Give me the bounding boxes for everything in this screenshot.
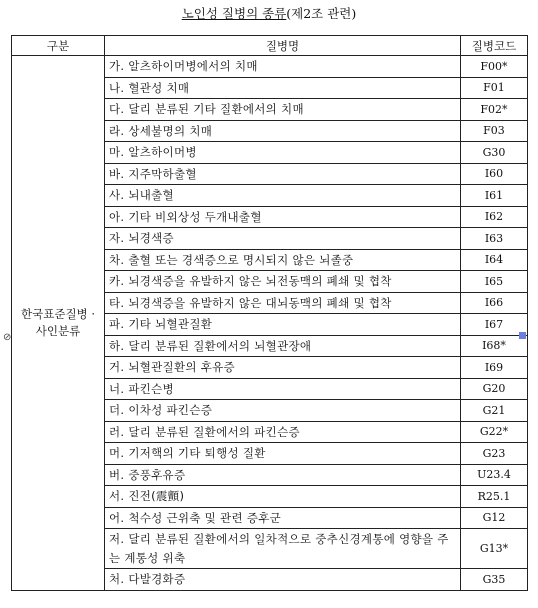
header-disease: 질병명 — [105, 36, 461, 56]
disease-name: 자. 뇌경색증 — [105, 228, 461, 250]
disease-code: G13* — [461, 529, 528, 569]
page-title — [0, 4, 538, 22]
disease-code: I63 — [461, 228, 528, 250]
disease-code: U23.4 — [461, 464, 528, 486]
disease-code: I69 — [461, 357, 528, 379]
disease-name: 처. 다발경화증 — [105, 569, 461, 591]
category-cell — [12, 56, 105, 591]
disease-name: 나. 혈관성 치매 — [105, 77, 461, 99]
disease-name: 파. 기타 뇌혈관질환 — [105, 314, 461, 336]
disease-name: 다. 달리 분류된 기타 질환에서의 치매 — [105, 99, 461, 121]
disease-name: 저. 달리 분류된 질환에서의 일차적으로 중추신경계통에 영향을 주는 계통성 위축 — [105, 529, 461, 569]
edit-marker-icon[interactable] — [519, 332, 526, 339]
anchor-icon: ⊘ — [3, 332, 12, 343]
table-header-row — [12, 36, 528, 56]
disease-code: I61 — [461, 185, 528, 207]
disease-code: I62 — [461, 206, 528, 228]
disease-name: 러. 달리 분류된 질환에서의 파킨슨증 — [105, 421, 461, 443]
disease-name: 타. 뇌경색증을 유발하지 않은 대뇌동맥의 폐쇄 및 협착 — [105, 292, 461, 314]
disease-name: 어. 척수성 근위축 및 관련 증후군 — [105, 507, 461, 529]
disease-name: 너. 파킨슨병 — [105, 378, 461, 400]
disease-name: 거. 뇌혈관질환의 후유증 — [105, 357, 461, 379]
disease-code: G21 — [461, 400, 528, 422]
disease-name: 아. 기타 비외상성 두개내출혈 — [105, 206, 461, 228]
disease-code: I66 — [461, 292, 528, 314]
disease-name: 차. 출혈 또는 경색증으로 명시되지 않은 뇌졸중 — [105, 249, 461, 271]
header-code: 질병코드 — [461, 36, 528, 56]
disease-code: G30 — [461, 142, 528, 164]
header-category: 구분 — [12, 36, 105, 56]
disease-code: G20 — [461, 378, 528, 400]
disease-code: G12 — [461, 507, 528, 529]
disease-name: 머. 기저핵의 기타 퇴행성 질환 — [105, 443, 461, 465]
disease-name: 가. 알츠하이머병에서의 치매 — [105, 56, 461, 78]
disease-code: G23 — [461, 443, 528, 465]
disease-name: 마. 알츠하이머병 — [105, 142, 461, 164]
disease-code: I65 — [461, 271, 528, 293]
disease-name: 버. 중풍후유증 — [105, 464, 461, 486]
disease-code: G22* — [461, 421, 528, 443]
disease-name: 라. 상세불명의 치매 — [105, 120, 461, 142]
disease-name: 서. 진전(震顫) — [105, 486, 461, 508]
disease-code: I68* — [461, 335, 528, 357]
disease-code: I67 — [461, 314, 528, 336]
disease-name: 하. 달리 분류된 질환에서의 뇌혈관장애 — [105, 335, 461, 357]
disease-code: I60 — [461, 163, 528, 185]
title-main: 노인성 질병의 종류 — [181, 6, 287, 21]
disease-name: 더. 이차성 파킨슨증 — [105, 400, 461, 422]
disease-code: F01 — [461, 77, 528, 99]
disease-name: 바. 지주막하출혈 — [105, 163, 461, 185]
table-row — [12, 56, 528, 78]
disease-name: 카. 뇌경색증을 유발하지 않은 뇌전동맥의 폐쇄 및 협착 — [105, 271, 461, 293]
disease-code: F03 — [461, 120, 528, 142]
category-line1: 한국표준질병 · — [21, 306, 95, 321]
disease-name: 사. 뇌내출혈 — [105, 185, 461, 207]
disease-code: G35 — [461, 569, 528, 591]
disease-code: I64 — [461, 249, 528, 271]
title-note: (제2조 관련) — [286, 6, 357, 21]
category-line2: 사인분류 — [35, 323, 81, 338]
disease-code: F02* — [461, 99, 528, 121]
disease-code: F00* — [461, 56, 528, 78]
disease-code: R25.1 — [461, 486, 528, 508]
disease-table — [11, 35, 528, 591]
